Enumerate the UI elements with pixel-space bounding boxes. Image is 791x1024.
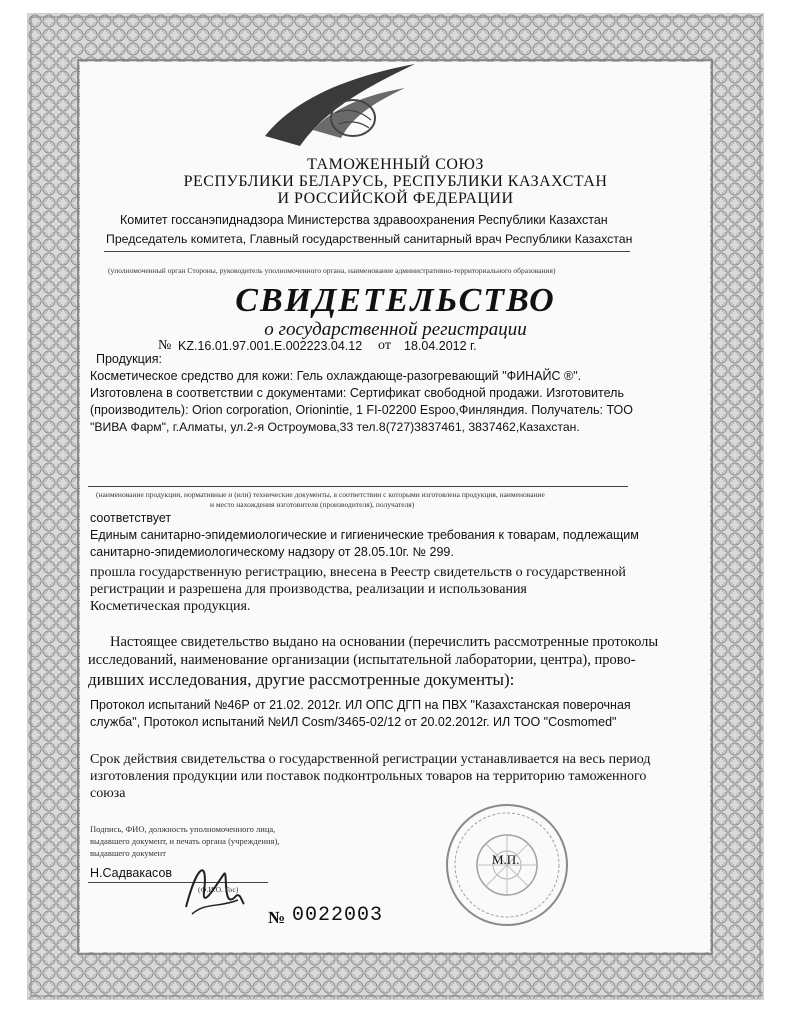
- registration-line: прошла государственную регистрацию, внесена в Реестр свидетельств о государственной: [90, 565, 626, 580]
- form-number-prefix: №: [268, 908, 286, 927]
- registration-line: регистрации и разрешена для производства, реализации и использования: [90, 582, 527, 597]
- committee-line2: Председатель комитета, Главный государственный санитарный врач Республики Казахстан: [106, 232, 633, 246]
- signature-note-line: Подпись, ФИО, должность уполномоченного лица,: [90, 824, 276, 834]
- validity-line: Срок действия свидетельства о государственной регистрации устанавливается на весь период: [90, 752, 651, 767]
- certificate-date-prefix: от: [378, 338, 391, 353]
- form-number: 0022003: [292, 904, 384, 927]
- product-note-line2: и место нахождения изготовителя (производителя), получателя): [210, 500, 415, 509]
- basis-line: дивших исследования, другие рассмотренные документы):: [88, 670, 515, 689]
- authority-note: (уполномоченный орган Стороны, руководитель уполномоченного органа, наименование административно-территориального образования): [108, 266, 556, 275]
- product-line: (производитель): Orion corporation, Orionintie, 1 FI-02200 Espoo,Финляндия. Получатель: ТОО: [90, 403, 633, 417]
- signature-note-line: выдавшего документ, и печать органа (учреждения),: [90, 836, 280, 846]
- authority-rule: [104, 251, 630, 252]
- compliance-line: Единым санитарно-эпидемиологические и гигиенические требования к товарам, подлежащим: [90, 528, 639, 542]
- registration-line: Косметическая продукция.: [90, 599, 251, 614]
- signature-note-line: выдавшего документ: [90, 848, 166, 858]
- product-rule: [88, 486, 628, 487]
- product-line: "ВИВА Фарм", г.Алматы, ул.2-я Остроумова,33 тел.8(727)3837461, 3837462,Казахстан.: [90, 420, 580, 434]
- handwritten-signature: [178, 852, 248, 922]
- signer-note: (Ф.И.О. Гос): [198, 885, 239, 894]
- union-title-line1: ТАМОЖЕННЫЙ СОЮЗ: [307, 156, 484, 173]
- protocol-line: Протокол испытаний №46Р от 21.02. 2012г. ИЛ ОПС ДГП на ПВХ "Казахстанская поверочная: [90, 698, 631, 712]
- signer-name: Н.Садвакасов: [90, 866, 173, 880]
- union-title-line2: РЕСПУБЛИКИ БЕЛАРУСЬ, РЕСПУБЛИКИ КАЗАХСТАН: [183, 173, 608, 190]
- product-label: Продукция:: [96, 352, 163, 366]
- certificate-title: СВИДЕТЕЛЬСТВО: [235, 282, 556, 319]
- certificate-number: KZ.16.01.97.001.Е.002223.04.12: [178, 339, 363, 353]
- basis-line: Настоящее свидетельство выдано на основании (перечислить рассмотренные протоколы: [110, 634, 659, 650]
- stamp-label: М.П.: [492, 852, 520, 867]
- product-note-line1: (наименование продукции, нормативные и (или) технические документы, в соответствии с которыми изготовлена продукция, наименование: [96, 490, 545, 499]
- committee-line1: Комитет госсанэпиднадзора Министерства здравоохранения Республики Казахстан: [120, 213, 608, 227]
- union-title-line3: И РОССИЙСКОЙ ФЕДЕРАЦИИ: [277, 190, 514, 207]
- compliance-line: санитарно-эпидемиологическому надзору от 28.05.10г. № 299.: [90, 545, 454, 559]
- product-line: Изготовлена в соответствии с документами: Сертификат свободной продажи. Изготовитель: [90, 386, 624, 400]
- customs-union-logo: [255, 58, 425, 153]
- validity-line: союза: [90, 786, 126, 801]
- validity-line: изготовления продукции или поставок подконтрольных товаров на территорию таможенного: [90, 769, 647, 784]
- compliance-label: соответствует: [90, 511, 172, 525]
- basis-line: исследований, наименование организации (испытательной лаборатории, центра), прово-: [88, 652, 636, 668]
- product-line: Косметическое средство для кожи: Гель охлаждающе-разогревающий "ФИНАЙС ®".: [90, 369, 582, 383]
- certificate-subtitle: о государственной регистрации: [264, 319, 527, 340]
- certificate-number-prefix: №: [158, 338, 172, 353]
- protocol-line: служба", Протокол испытаний №ИЛ Cosm/3465-02/12 от 20.02.2012г. ИЛ ТОО "Cosmomed": [90, 715, 617, 729]
- certificate-date: 18.04.2012 г.: [404, 339, 477, 353]
